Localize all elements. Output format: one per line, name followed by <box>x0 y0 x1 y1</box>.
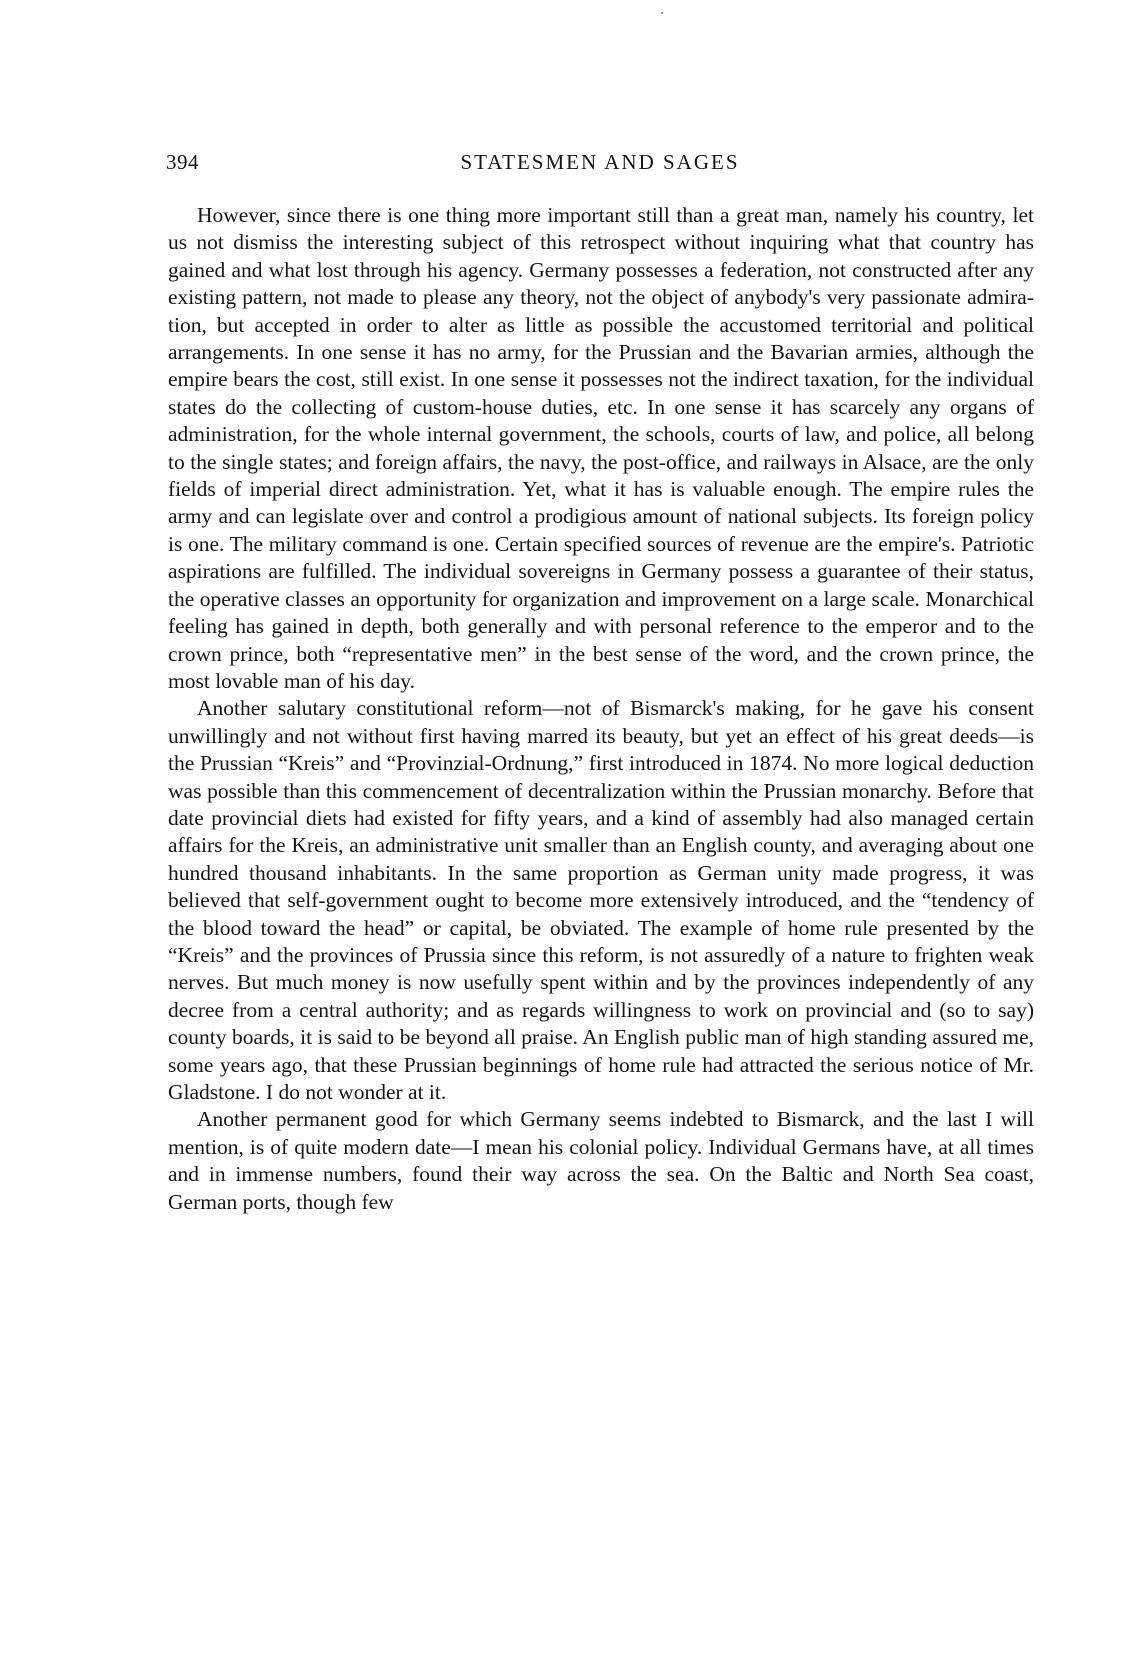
paragraph-2: Another salutary constitutional reform—not of Bismarck's making, for he gave his consent unwillingly and not without first having marred its beauty, but yet an effect of his great deeds—is the Prussian “Kreis” and “Provinzial-Ordnung,” first introduced in 1874. No more logical deduction was possible than this commencement of decentralization within the Prussian monarchy. Before that date provincial diets had existed for fifty years, and a kind of assembly had also managed certain affairs for the Kreis, an administrative unit smaller than an English county, and averaging about one hundred thousand inhabitants. In the same proportion as German unity made progress, it was believed that self-government ought to become more extensively introduced, and the “tendency of the blood toward the head” or capital, be obviated. The example of home rule presented by the “Kreis” and the provinces of Prussia since this reform, is not assuredly of a nature to frighten weak nerves. But much money is now usefully spent within and by the provinces independently of any decree from a central authority; and as regards willingness to work on provincial and (so to say) county boards, it is said to be beyond all praise. An English public man of high standing assured me, some years ago, that these Prussian beginnings of home rule had attracted the serious notice of Mr. Gladstone. I do not wonder at it. <box>168 696 1034 1104</box>
page-number: 394 <box>166 150 199 174</box>
paragraph-1: However, since there is one thing more important still than a great man, namely his country, let us not dismiss the interesting subject of this retrospect without inquiring what that country has gained and what lost through his agency. Germany possesses a federation, not constructed after any existing pattern, not made to please any theory, not the object of anybody's very passionate admiration, but accepted in order to alter as little as possible the accustomed territorial and political arrangements. In one sense it has no army, for the Prussian and the Bavarian armies, although the empire bears the cost, still exist. In one sense it possesses not the indirect taxation, for the individual states do the collecting of custom-house duties, etc. In one sense it has scarcely any organs of administration, for the whole internal government, the schools, courts of law, and police, all belong to the single states; and foreign affairs, the navy, the post-office, and railways in Alsace, are the only fields of imperial direct administration. Yet, what it has is valuable enough. The empire rules the army and can legislate over and control a prodigious amount of national subjects. Its foreign policy is one. The military command is one. Certain specified sources of revenue are the empire's. Patriotic aspirations are fulfilled. The individual sovereigns in Germany possess a guarantee of their status, the operative classes an opportunity for organization and improvement on a large scale. Monarchical feeling has gained in depth, both generally and with personal reference to the emperor and to the crown prince, both “representative men” in the best sense of the word, and the crown prince, the most lovable man of his day. <box>168 203 1034 693</box>
page-header <box>166 150 1034 180</box>
running-title: STATESMEN AND SAGES <box>460 150 740 174</box>
paper-speck <box>661 12 663 14</box>
paragraph-3: Another permanent good for which Germany seems indebted to Bismarck, and the last I will mention, is of quite modern date—I mean his colonial policy. Individual Germans have, at all times and in immense numbers, found their way across the sea. On the Baltic and North Sea coast, German ports, though few <box>168 1107 1034 1214</box>
body-text <box>168 202 1034 1216</box>
